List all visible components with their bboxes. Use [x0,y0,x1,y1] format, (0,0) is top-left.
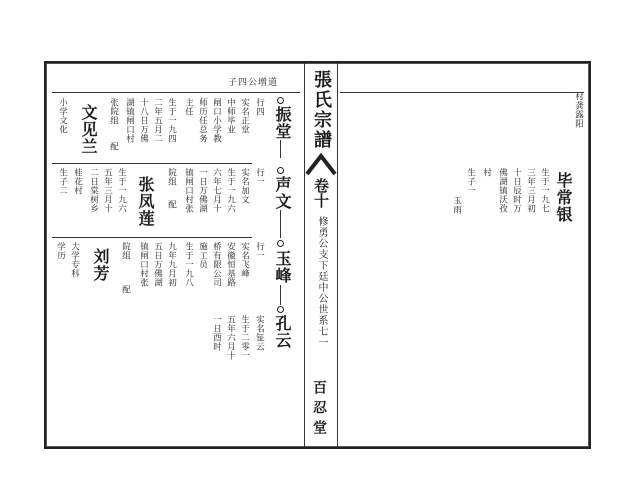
spine-title: 張氏宗譜 [311,70,332,150]
person-rank: 行一 [254,242,265,260]
person-detail: 镇闸口村张 [138,242,149,287]
lineage-node [277,306,284,313]
person-detail: 镇闸口村张 [183,168,194,213]
person-detail: 院组 [120,242,131,260]
person-rank: 行一 [254,168,265,186]
person-detail: 小学文化 [57,98,68,134]
person-name: 振堂 [273,106,292,140]
person-name: 孔云 [273,315,292,349]
spine-chevron [305,150,337,176]
person-detail: 二年五月二 [152,98,163,143]
spine-left-line [304,63,305,447]
spine-right-line [337,63,338,447]
lineage-node [277,97,284,104]
person-detail: 院组 [166,168,177,186]
person-rank: 行四 [254,98,265,116]
left-header-rule [52,92,300,93]
left-page-header: 子四公增道 [228,78,279,88]
person-detail: 中师毕业 [225,98,236,134]
person-detail: 五年三月十 [102,168,113,213]
lineage-connector [280,210,281,238]
person-detail: 施工员 [197,242,208,269]
row-divider-2 [52,237,252,238]
person-name: 玉峰 [273,250,292,284]
spine-section: 修勇公支下廷中公世系七一 [316,216,327,348]
person-detail: 十八日万佛 [138,98,149,143]
person-detail: 九年九月初 [166,242,177,287]
person-detail: 生于一九六 [116,168,127,213]
person-name: 文见兰 [79,104,98,155]
person-detail: 湖镇闸口村 [124,98,135,143]
person-detail: 配 [108,142,119,151]
person-detail: 实名飞峰 [239,242,250,278]
person-detail: 师历任总务 [197,98,208,143]
person-detail: 学历 [55,242,66,260]
person-detail: 实名钲云 [254,315,265,351]
person-detail: 生子一 [465,168,476,195]
person-detail: 生于一九四 [166,98,177,143]
person-detail: 玉雨 [451,196,462,214]
person-detail: 生子二 [57,168,68,195]
lineage-connector [280,285,281,305]
person-detail: 佛湖镇沃孜 [497,168,508,213]
person-name: 毕常银 [554,172,573,223]
person-name: 刘芳 [91,248,110,282]
person-detail: 十日辰时万 [511,168,522,213]
person-detail: 村 [481,168,492,177]
spine-hall: 百忍堂 [311,380,327,440]
person-detail: 五年六月十 [225,315,236,360]
person-detail: 生于二零一 [239,315,250,360]
person-detail: 桂花村 [72,168,83,195]
lineage-node [277,240,284,247]
person-detail: 六年七月十 [211,168,222,213]
person-detail: 一日酉时 [211,315,222,351]
person-detail: 实名加文 [239,168,250,204]
person-detail: 配 [166,200,177,209]
person-detail: 五日万佛湖 [152,242,163,287]
person-detail: 生于一九六 [225,168,236,213]
person-detail: 大学专科 [69,242,80,278]
person-detail: 主任 [183,98,194,116]
person-detail: 二日棠树乡 [88,168,99,213]
person-detail: 配 [120,285,131,294]
lineage-node [277,167,284,174]
lineage-connector [280,140,281,158]
person-detail: 生于一九八 [183,242,194,287]
right-header-rule [340,92,584,93]
person-detail: 生于一九七 [539,168,550,213]
person-detail: 桥有限公司 [211,242,222,287]
row-divider-1 [52,163,252,164]
person-detail: 实名正堂 [239,98,250,134]
person-detail: 张院组 [108,98,119,125]
person-detail: 闸口小学教 [211,98,222,143]
person-detail: 三年三月初 [525,168,536,213]
person-detail: 安徽恒基路 [225,242,236,287]
person-detail: 一日万佛湖 [197,168,208,213]
right-page-header: 村龚露阳 [573,92,584,128]
spine-volume: 卷十 [312,178,330,208]
person-name: 声文 [273,176,292,210]
person-name: 张凤莲 [136,176,155,227]
